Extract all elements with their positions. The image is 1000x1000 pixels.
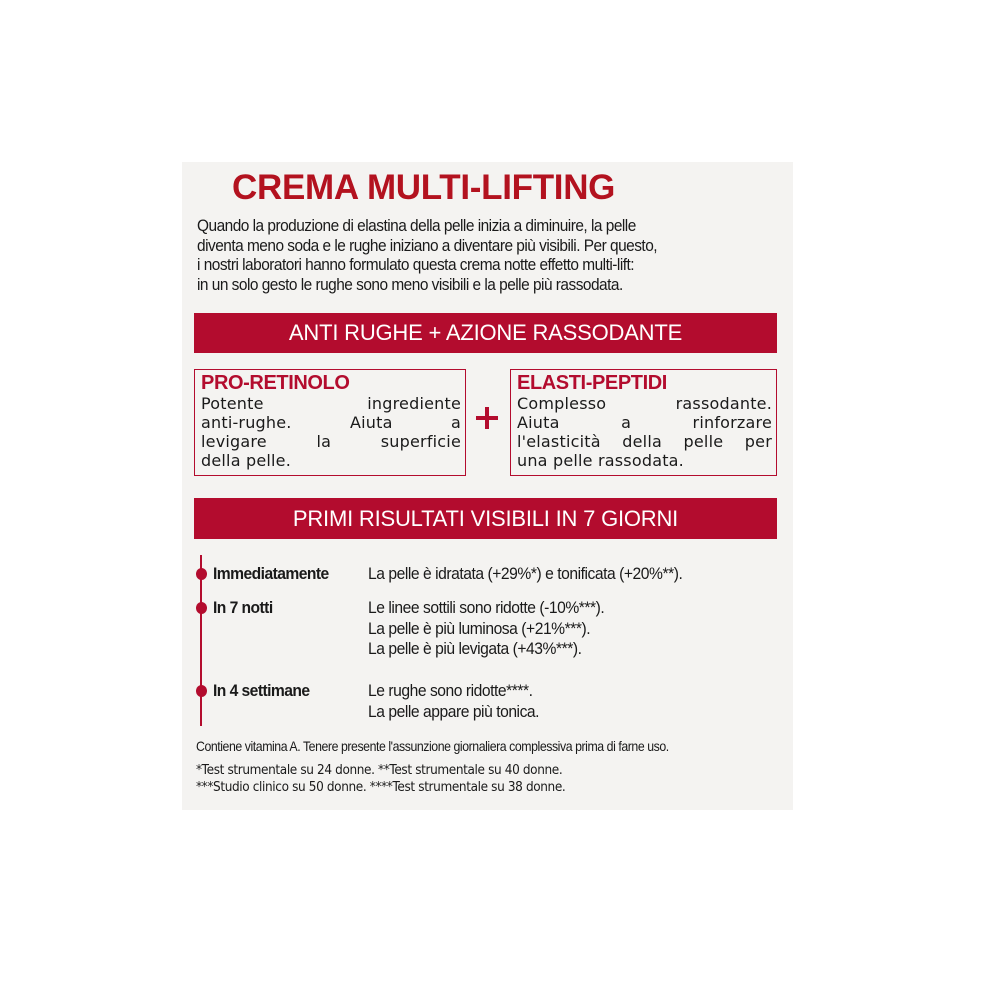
intro-paragraph (197, 216, 792, 294)
intro-line: in un solo gesto le rughe sono meno visibili e la pelle più rassodata. (197, 274, 623, 294)
timeline-label: In 7 notti (213, 598, 273, 617)
ingredient-box-pro-retinolo (194, 369, 466, 476)
timeline-description (368, 564, 682, 585)
footnote-line: *Test strumentale su 24 donne. **Test strumentale su 40 donne. (196, 763, 563, 778)
results-banner (194, 498, 777, 539)
timeline-description-line: La pelle appare più tonica. (368, 701, 540, 721)
ingredient-description-line: anti-rughe. Aiuta a (201, 413, 461, 432)
product-title: CREMA MULTI-LIFTING (232, 168, 616, 207)
timeline-dot-icon (196, 602, 207, 614)
intro-line: Quando la produzione di elastina della pelle inizia a diminuire, la pelle (197, 216, 636, 235)
ingredient-name: ELASTI-PEPTIDI (517, 372, 667, 394)
timeline-dot-icon (196, 568, 207, 580)
results-banner-label: PRIMI RISULTATI VISIBILI IN 7 GIORNI (292, 505, 679, 531)
timeline-line (200, 555, 202, 726)
ingredient-description-line: Aiuta a rinforzare (517, 413, 772, 432)
timeline-description-line: Le rughe sono ridotte****. (368, 681, 533, 700)
timeline-description-line: Le linee sottili sono ridotte (-10%***). (368, 598, 605, 617)
ingredient-description (201, 394, 461, 470)
vitamin-a-warning: Contiene vitamina A. Tenere presente l'assunzione giornaliera complessiva prima di farne uso. (196, 738, 669, 754)
timeline-description-line: La pelle è più levigata (+43%***). (368, 639, 582, 658)
intro-line: diventa meno soda e le rughe iniziano a diventare più visibili. Per questo, (197, 235, 658, 255)
ingredient-description-line: l'elasticità della pelle per (517, 432, 772, 451)
benefits-banner (194, 313, 777, 353)
footnote-line: ***Studio clinico su 50 donne. ****Test strumentale su 38 donne. (196, 780, 566, 795)
ingredient-description-line: Potente ingrediente (201, 394, 461, 413)
ingredient-description-line: una pelle rassodata. (517, 451, 684, 470)
ingredient-description-line: Complesso rassodante. (517, 394, 772, 413)
intro-line: i nostri laboratori hanno formulato questa crema notte effetto multi-lift: (197, 255, 635, 274)
product-info-panel (182, 162, 793, 810)
benefits-banner-label: ANTI RUGHE + AZIONE RASSODANTE (288, 320, 683, 345)
ingredient-description-line: della pelle. (201, 451, 292, 470)
timeline-dot-icon (196, 685, 207, 697)
timeline-label: Immediatamente (213, 564, 329, 583)
timeline-label: In 4 settimane (213, 681, 310, 700)
timeline-description (368, 598, 604, 660)
ingredient-name: PRO-RETINOLO (201, 372, 350, 394)
timeline-description-line: La pelle è più luminosa (+21%***). (368, 618, 591, 638)
footnotes (196, 762, 565, 796)
timeline-description (368, 681, 539, 722)
timeline-description-line: La pelle è idratata (+29%*) e tonificata (+20%**). (368, 564, 683, 583)
plus-icon (474, 405, 502, 433)
ingredient-box-elasti-peptidi (510, 369, 777, 476)
ingredient-description (517, 394, 772, 470)
ingredient-description-line: levigare la superficie (201, 432, 461, 451)
